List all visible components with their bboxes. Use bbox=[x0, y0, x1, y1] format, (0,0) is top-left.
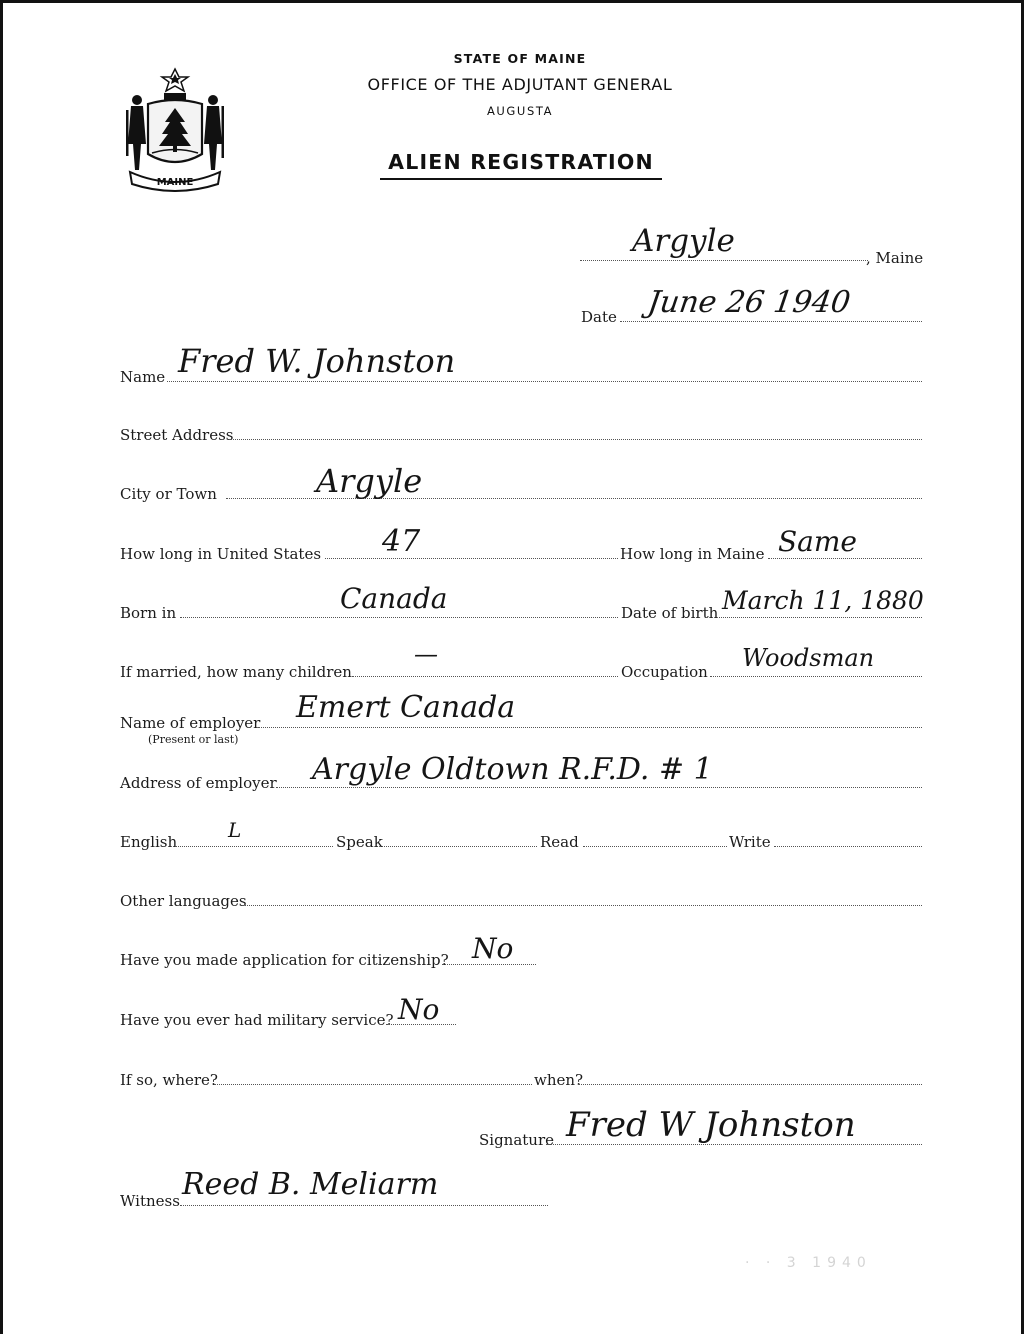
citizenship-entry: No bbox=[472, 932, 514, 965]
town-line bbox=[580, 260, 868, 261]
scan-border-left bbox=[0, 0, 3, 1334]
witness-line bbox=[180, 1205, 548, 1206]
name-label: Name bbox=[120, 368, 166, 386]
when-line bbox=[578, 1084, 922, 1085]
citizenship-label: Have you made application for citizenship? bbox=[120, 951, 449, 969]
employer-address-line bbox=[276, 787, 922, 788]
signature-label: Signature bbox=[479, 1131, 555, 1149]
header-office: OFFICE OF THE ADJUTANT GENERAL bbox=[367, 75, 673, 94]
employer-address-entry: Argyle Oldtown R.F.D. # 1 bbox=[312, 752, 713, 787]
street-label: Street Address bbox=[120, 426, 234, 444]
name-entry: Fred W. Johnston bbox=[178, 342, 456, 380]
seal-banner-text: MAINE bbox=[156, 177, 194, 188]
occupation-line bbox=[710, 676, 922, 677]
maine-state-seal bbox=[122, 66, 228, 192]
read-line bbox=[583, 846, 727, 847]
born-in-line bbox=[180, 617, 618, 618]
header-city: AUGUSTA bbox=[486, 104, 554, 118]
speak-label: Speak bbox=[336, 833, 383, 851]
city-entry: Argyle bbox=[316, 462, 423, 500]
english-label: English bbox=[120, 833, 178, 851]
employer-entry: Emert Canada bbox=[296, 690, 516, 725]
employer-line bbox=[258, 727, 922, 728]
born-in-label: Born in bbox=[120, 604, 177, 622]
town-suffix-label: , Maine bbox=[866, 249, 924, 267]
military-entry: No bbox=[398, 993, 440, 1026]
read-label: Read bbox=[540, 833, 579, 851]
children-entry: — bbox=[414, 640, 438, 668]
how-long-maine-line bbox=[768, 558, 922, 559]
dob-line bbox=[719, 617, 922, 618]
where-label: If so, where? bbox=[120, 1071, 218, 1089]
employer-label: Name of employer bbox=[120, 714, 261, 732]
how-long-us-label: How long in United States bbox=[120, 545, 322, 563]
form-title: ALIEN REGISTRATION bbox=[380, 150, 662, 180]
english-entry: L bbox=[228, 818, 242, 842]
other-languages-line bbox=[242, 905, 922, 906]
name-line bbox=[167, 381, 922, 382]
military-label: Have you ever had military service? bbox=[120, 1011, 394, 1029]
years-us-entry: 47 bbox=[382, 524, 421, 559]
children-line bbox=[352, 676, 618, 677]
occupation-label: Occupation bbox=[621, 663, 708, 681]
witness-entry: Reed B. Meliarm bbox=[182, 1167, 439, 1202]
english-line bbox=[175, 846, 333, 847]
receipt-stamp: · · 3 1940 bbox=[745, 1255, 872, 1271]
date-entry: June 26 1940 bbox=[645, 285, 853, 320]
when-label: when? bbox=[534, 1071, 584, 1089]
city-label: City or Town bbox=[120, 485, 217, 503]
header-state: STATE OF MAINE bbox=[453, 51, 587, 66]
date-line bbox=[620, 321, 922, 322]
employer-address-label: Address of employer bbox=[120, 774, 277, 792]
speak-line bbox=[380, 846, 537, 847]
scan-border-top bbox=[0, 0, 1024, 3]
years-maine-entry: Same bbox=[778, 525, 857, 558]
occupation-entry: Woodsman bbox=[742, 644, 875, 672]
where-line bbox=[214, 1084, 532, 1085]
employer-sub-label: (Present or last) bbox=[148, 733, 239, 746]
dob-label: Date of birth bbox=[621, 604, 719, 622]
witness-label: Witness bbox=[120, 1192, 180, 1210]
children-label: If married, how many children bbox=[120, 663, 352, 681]
born-in-entry: Canada bbox=[340, 582, 448, 615]
dob-entry: March 11, 1880 bbox=[722, 586, 924, 615]
street-line bbox=[230, 439, 922, 440]
write-line bbox=[774, 846, 922, 847]
write-label: Write bbox=[729, 833, 771, 851]
date-label: Date bbox=[581, 308, 617, 326]
how-long-us-line bbox=[325, 558, 618, 559]
other-languages-label: Other languages bbox=[120, 892, 247, 910]
town-entry: Argyle bbox=[632, 223, 735, 259]
how-long-maine-label: How long in Maine bbox=[620, 545, 765, 563]
signature-entry: Fred W Johnston bbox=[566, 1105, 856, 1145]
